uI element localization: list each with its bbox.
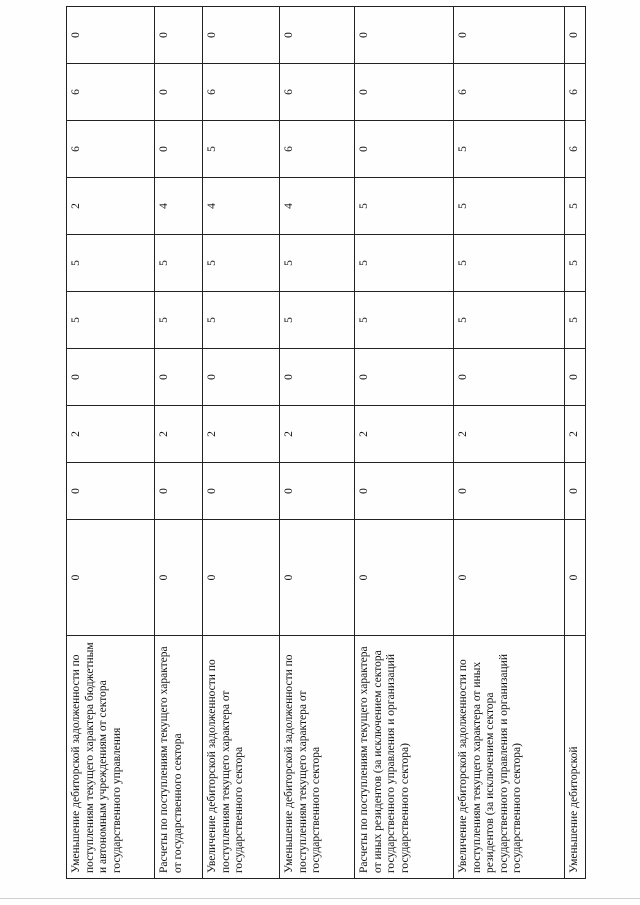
cell-value: 5 xyxy=(155,292,203,349)
cell-value: 5 xyxy=(203,121,280,178)
cell-value: 0 xyxy=(155,349,203,406)
cell-value: 0 xyxy=(355,463,454,520)
cell-value: 2 xyxy=(280,406,355,463)
cell-value: 5 xyxy=(565,178,586,235)
cell-value: 0 xyxy=(355,349,454,406)
cell-value: 5 xyxy=(454,235,565,292)
cell-value: 4 xyxy=(203,178,280,235)
cell-value: 5 xyxy=(280,235,355,292)
cell-value: 6 xyxy=(280,64,355,121)
cell-value: 4 xyxy=(280,178,355,235)
cell-value: 0 xyxy=(155,520,203,636)
cell-value: 0 xyxy=(565,463,586,520)
cell-value: 5 xyxy=(155,235,203,292)
cell-value: 2 xyxy=(454,406,565,463)
cell-value: 5 xyxy=(67,235,155,292)
cell-value: 0 xyxy=(280,349,355,406)
table-row xyxy=(67,7,155,879)
row-label: Уменьшение дебиторской xyxy=(565,636,586,879)
cell-value: 6 xyxy=(67,121,155,178)
table-row xyxy=(155,7,203,879)
cell-value: 2 xyxy=(155,406,203,463)
row-label: Увеличение дебиторской задолженности по поступлениям текущего характера от государственного сектора xyxy=(203,636,280,879)
cell-value: 2 xyxy=(203,406,280,463)
cell-value: 4 xyxy=(155,178,203,235)
table-row xyxy=(454,7,565,879)
cell-value: 6 xyxy=(67,64,155,121)
cell-value: 0 xyxy=(280,520,355,636)
cell-value: 0 xyxy=(155,121,203,178)
cell-value: 5 xyxy=(355,292,454,349)
cell-value: 6 xyxy=(565,121,586,178)
cell-value: 5 xyxy=(280,292,355,349)
cell-value: 0 xyxy=(454,349,565,406)
cell-value: 2 xyxy=(565,406,586,463)
cell-value: 0 xyxy=(355,7,454,64)
table-row xyxy=(355,7,454,879)
cell-value: 0 xyxy=(565,7,586,64)
cell-value: 5 xyxy=(454,292,565,349)
cell-value: 0 xyxy=(203,520,280,636)
cell-value: 6 xyxy=(280,121,355,178)
cell-value: 5 xyxy=(565,235,586,292)
cell-value: 0 xyxy=(454,463,565,520)
cell-value: 6 xyxy=(565,64,586,121)
cell-value: 0 xyxy=(155,463,203,520)
cell-value: 2 xyxy=(355,406,454,463)
cell-value: 0 xyxy=(67,7,155,64)
table-row xyxy=(203,7,280,879)
cell-value: 6 xyxy=(203,64,280,121)
cell-value: 0 xyxy=(280,463,355,520)
cell-value: 2 xyxy=(67,178,155,235)
table-row xyxy=(565,7,586,879)
cell-value: 5 xyxy=(454,121,565,178)
cell-value: 5 xyxy=(67,292,155,349)
row-label: Уменьшение дебиторской задолженности по поступлениям текущего характера от государственного сектора xyxy=(280,636,355,879)
cell-value: 5 xyxy=(454,178,565,235)
cell-value: 5 xyxy=(355,178,454,235)
cell-value: 0 xyxy=(203,349,280,406)
cell-value: 5 xyxy=(355,235,454,292)
cell-value: 0 xyxy=(67,463,155,520)
cell-value: 5 xyxy=(565,292,586,349)
cell-value: 0 xyxy=(155,64,203,121)
rotated-table-wrapper xyxy=(66,32,585,879)
cell-value: 0 xyxy=(454,7,565,64)
row-label: Увеличение дебиторской задолженности по поступлениям текущего характера от иных резидентов (за исключением сектора государственного управления и организаций государственного сектора) xyxy=(454,636,565,879)
cell-value: 0 xyxy=(355,520,454,636)
cell-value: 0 xyxy=(454,520,565,636)
cell-value: 0 xyxy=(67,520,155,636)
cell-value: 0 xyxy=(355,121,454,178)
cell-value: 0 xyxy=(67,349,155,406)
table-row xyxy=(280,7,355,879)
cell-value: 6 xyxy=(454,64,565,121)
row-label: Расчеты по поступлениям текущего характера от государственного сектора xyxy=(155,636,203,879)
page-bottom-edge xyxy=(0,898,640,899)
cell-value: 5 xyxy=(203,292,280,349)
cell-value: 0 xyxy=(203,463,280,520)
row-label: Уменьшение дебиторской задолженности по поступлениям текущего характера бюджетным и автономным учреждениям от сектора государственного управления xyxy=(67,636,155,879)
cell-value: 0 xyxy=(355,64,454,121)
cell-value: 5 xyxy=(203,235,280,292)
cell-value: 0 xyxy=(203,7,280,64)
cell-value: 2 xyxy=(67,406,155,463)
cell-value: 0 xyxy=(155,7,203,64)
accounts-table xyxy=(66,6,586,879)
cell-value: 0 xyxy=(280,7,355,64)
cell-value: 0 xyxy=(565,520,586,636)
row-label: Расчеты по поступлениям текущего характера от иных резидентов (за исключением сектора государственного управления и организаций государственного сектора) xyxy=(355,636,454,879)
cell-value: 0 xyxy=(565,349,586,406)
